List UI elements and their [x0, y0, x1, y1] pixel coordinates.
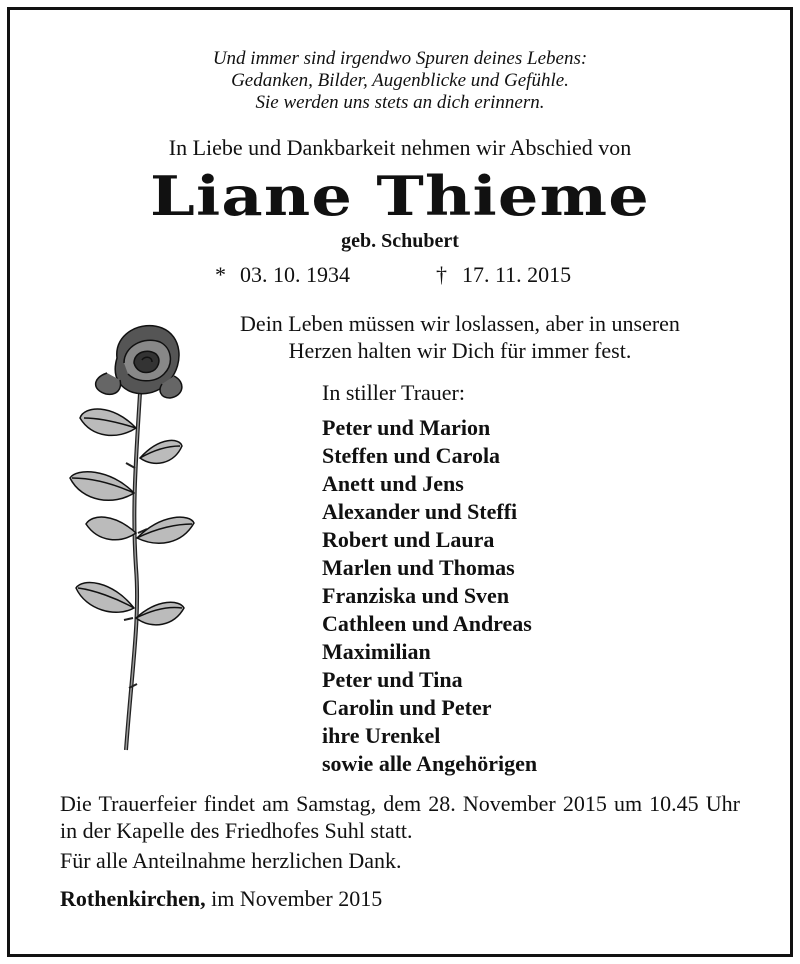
mourner-name: Alexander und Steffi	[322, 499, 518, 524]
mourner-name: sowie alle Angehörigen	[322, 751, 538, 776]
mourner-name: Robert und Laura	[322, 527, 495, 552]
mourner-name: ihre Urenkel	[322, 723, 441, 748]
death-date: 17. 11. 2015	[462, 262, 572, 287]
maiden-name: geb. Schubert	[341, 230, 459, 252]
rose-icon	[62, 318, 202, 758]
birth-date: 03. 10. 1934	[240, 262, 350, 287]
mourner-name: Franziska und Sven	[322, 583, 510, 608]
mourners-heading: In stiller Trauer:	[322, 380, 465, 405]
death-symbol: †	[436, 262, 447, 287]
verse-line-1: Dein Leben müssen wir loslassen, aber in unseren	[240, 311, 680, 336]
mourner-name: Peter und Tina	[322, 667, 463, 692]
thanks-text: Für alle Anteilnahme herzlichen Dank.	[60, 848, 402, 873]
birth-symbol: *	[215, 262, 226, 287]
closing-place: Rothenkirchen,	[60, 886, 206, 911]
mourner-name: Anett und Jens	[322, 471, 464, 496]
motto-line-3: Sie werden uns stets an dich erinnern.	[255, 92, 545, 113]
mourner-name: Peter und Marion	[322, 415, 491, 440]
mourner-name: Carolin und Peter	[322, 695, 492, 720]
mourners-list	[322, 414, 537, 778]
closing-date: im November 2015	[205, 886, 383, 911]
mourner-name: Maximilian	[322, 639, 431, 664]
closing-line	[60, 886, 382, 912]
mourner-name: Marlen und Thomas	[322, 555, 515, 580]
mourner-name: Steffen und Carola	[322, 443, 501, 468]
mourner-name: Cathleen und Andreas	[322, 611, 532, 636]
motto-line-1: Und immer sind irgendwo Spuren deines Lebens:	[212, 48, 588, 69]
service-announcement: Die Trauerfeier findet am Samstag, dem 28. November 2015 um 10.45 Uhr in der Kapelle des Friedhofes Suhl statt.	[60, 791, 740, 843]
motto-line-2: Gedanken, Bilder, Augenblicke und Gefühle.	[231, 70, 569, 91]
deceased-name: Liane Thieme	[150, 164, 650, 228]
intro-text: In Liebe und Dankbarkeit nehmen wir Abschied von	[168, 135, 632, 160]
verse-line-2: Herzen halten wir Dich für immer fest.	[288, 338, 632, 363]
